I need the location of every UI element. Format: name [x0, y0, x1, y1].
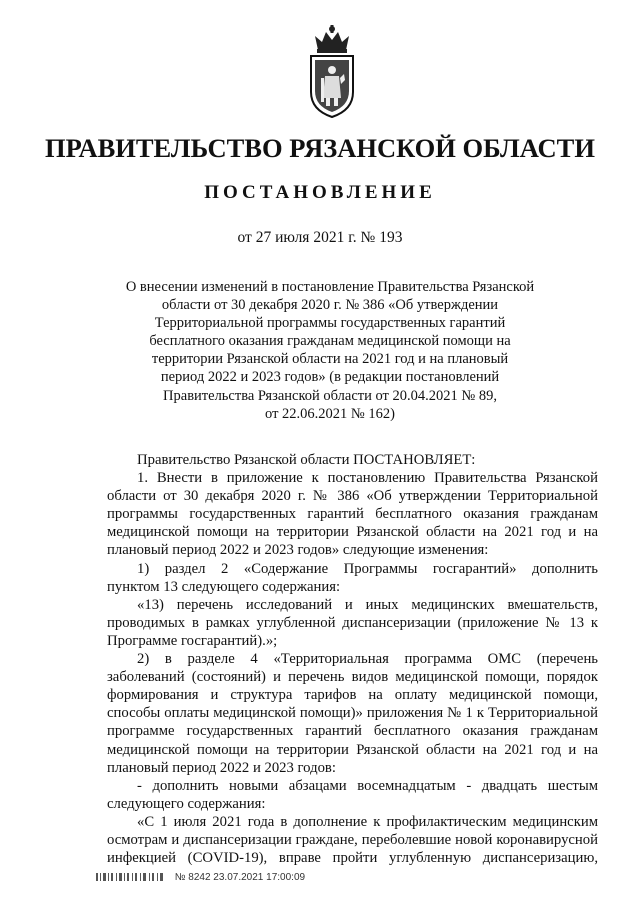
- body-line: программе государственных гарантий бесплатного оказания гражданам: [107, 723, 598, 740]
- document-title: [110, 278, 550, 423]
- title-line: период 2022 и 2023 годов» (в редакции постановлений: [160, 369, 500, 386]
- body-line: способы оплаты медицинской помощи)» приложения № 1 к Территориальной: [107, 705, 598, 722]
- body-line: осмотрам и диспансеризации граждане, переболевшие новой коронавирусной: [107, 831, 598, 848]
- body-line: медицинской помощи на территории Рязанской области на 2021 год и на: [107, 524, 598, 541]
- body-line: следующего содержания:: [107, 795, 266, 812]
- title-line: Территориальной программы государственных гарантий: [154, 315, 506, 332]
- registration-number: № 8242 23.07.2021 17:00:09: [174, 872, 306, 883]
- title-line: О внесении изменений в постановление Правительства Рязанской: [125, 279, 535, 295]
- body-line: плановый период 2022 и 2023 годов» следующие изменения:: [107, 542, 489, 559]
- body-line: программы государственных гарантий бесплатного оказания гражданам: [107, 506, 598, 523]
- title-line: области от 30 декабря 2020 г. № 386 «Об утверждении: [161, 297, 499, 314]
- organization-name: ПРАВИТЕЛЬСТВО РЯЗАНСКОЙ ОБЛАСТИ: [45, 133, 595, 163]
- body-line: проводимых в рамках углубленной диспансеризации (приложение № 13 к: [107, 614, 598, 631]
- body-line: 1) раздел 2 «Содержание Программы госгарантий» дополнить: [137, 560, 598, 577]
- body-line: заболеваний (состояний) и перечень видов медицинской помощи, порядок: [107, 669, 598, 686]
- registration-footer: [96, 872, 305, 883]
- body-line: Правительство Рязанской области ПОСТАНОВЛЯЕТ:: [137, 452, 476, 468]
- body-line: - дополнить новыми абзацами восемнадцатым - двадцать шестым: [137, 777, 598, 794]
- body-line: пунктом 13 следующего содержания:: [107, 578, 341, 595]
- body-line: плановый период 2022 и 2023 годов:: [107, 759, 336, 776]
- body-line: медицинской помощи на территории Рязанской области на 2021 год и на: [107, 741, 598, 758]
- body-line: области от 30 декабря 2020 г. № 386 «Об утверждении Территориальной: [107, 488, 598, 505]
- document-type: ПОСТАНОВЛЕНИЕ: [204, 182, 436, 203]
- body-line: инфекцией (COVID-19), вправе пройти углубленную диспансеризацию,: [107, 850, 598, 867]
- body-line: 2) в разделе 4 «Территориальная программа ОМС (перечень: [137, 651, 598, 668]
- body-line: «13) перечень исследований и иных медицинских вмешательств,: [137, 596, 598, 613]
- title-line: территории Рязанской области на 2021 год и на плановый: [151, 351, 509, 368]
- document-body: [107, 451, 598, 867]
- title-line: от 22.06.2021 № 162): [265, 405, 395, 422]
- body-line: 1. Внести в приложение к постановлению Правительства Рязанской: [137, 470, 598, 487]
- barcode-stamp-icon: [96, 872, 166, 882]
- body-line: «С 1 июля 2021 года в дополнение к профилактическим медицинским: [137, 813, 598, 830]
- title-line: Правительства Рязанской области от 20.04.2021 № 89,: [163, 387, 497, 404]
- body-line: Программе госгарантий).»;: [107, 632, 278, 649]
- title-line: бесплатного оказания гражданам медицинской помощи на: [149, 333, 511, 350]
- ryazan-coat-of-arms-icon: [301, 24, 363, 120]
- body-line: формирования и структура тарифов на оплату медицинской помощи,: [107, 687, 598, 704]
- document-date-number: от 27 июля 2021 г. № 193: [237, 229, 403, 246]
